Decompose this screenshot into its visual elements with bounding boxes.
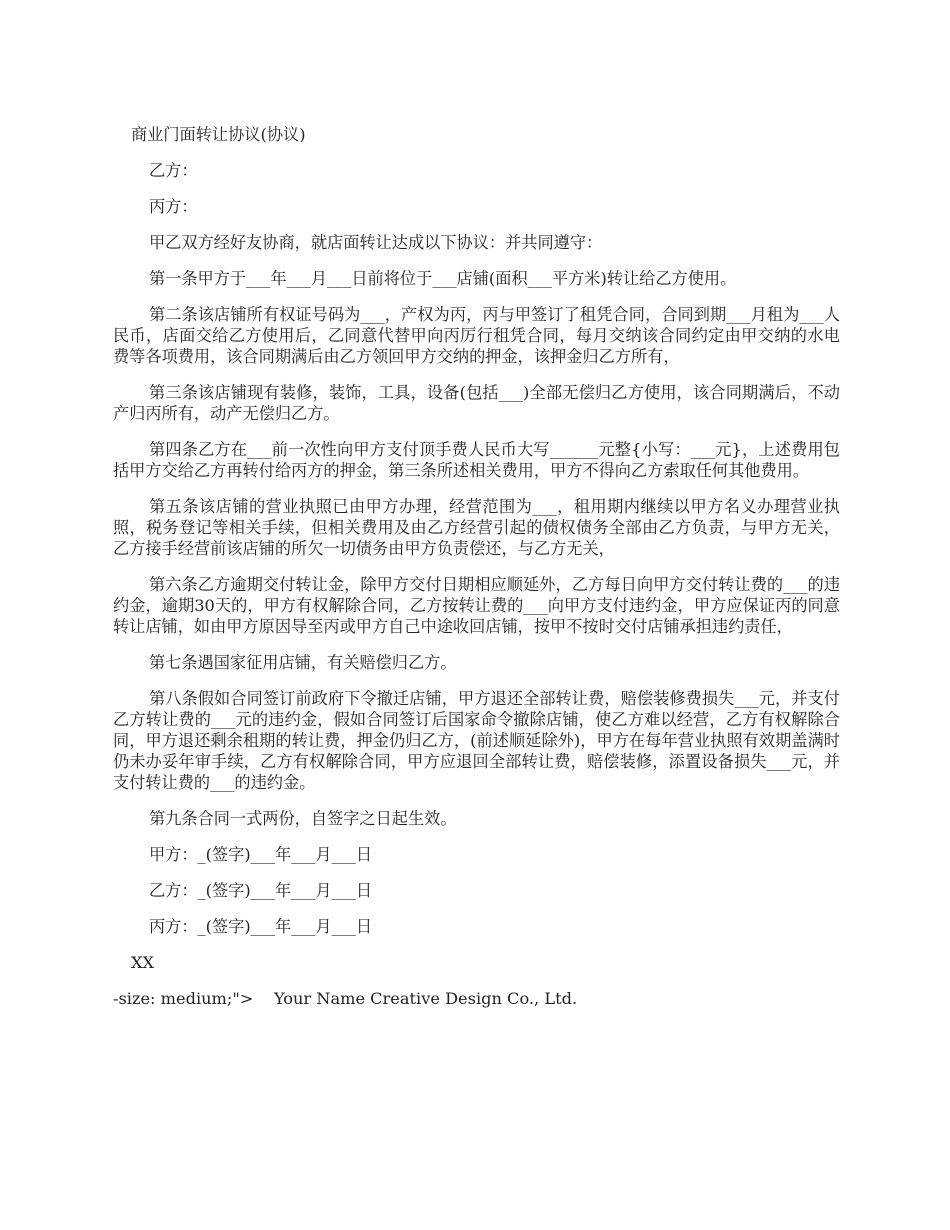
clause-7: 第七条遇国家征用店铺，有关赔偿归乙方。 [149, 653, 457, 672]
document-title: 商业门面转让协议(协议) [131, 125, 306, 144]
signature-line-party-c: 丙方：_(签字)___年___月___日 [149, 917, 373, 936]
clause-4: 第四条乙方在___前一次性向甲方支付顶手费人民币大写______元整{小写：___元}，上述费用包括甲方交给乙方再转付给丙方的押金，第三条所述相关费用，甲方不得向乙方索取任何其他费用。 [113, 440, 840, 480]
footer-company-line: -size: medium;"> Your Name Creative Design Co., Ltd. [113, 989, 578, 1008]
signature-line-party-a: 甲方：_(签字)___年___月___日 [149, 845, 373, 864]
clause-5: 第五条该店铺的营业执照已由甲方办理，经营范围为___，租用期内继续以甲方名义办理营业执照，税务登记等相关手续，但相关费用及由乙方经营引起的债权债务全部由乙方负责，与甲方无关，乙方接手经营前该店铺的所欠一切债务由甲方负责偿还，与乙方无关， [113, 497, 840, 558]
clause-9: 第九条合同一式两份，自签字之日起生效。 [149, 809, 457, 828]
signature-line-party-b: 乙方：_(签字)___年___月___日 [149, 881, 373, 900]
party-c-label: 丙方： [149, 197, 198, 216]
clause-1: 第一条甲方于___年___月___日前将位于___店铺(面积___平方米)转让给乙方使用。 [149, 269, 737, 288]
clause-2: 第二条该店铺所有权证号码为___，产权为丙，丙与甲签订了租凭合同，合同到期___月租为___人民币，店面交给乙方使用后，乙同意代替甲向丙厉行租凭合同，每月交纳该合同约定由甲交纳的水电费等各项费用，该合同期满后由乙方领回甲方交纳的押金，该押金归乙方所有， [113, 305, 840, 366]
party-b-label: 乙方： [149, 161, 198, 180]
clause-6: 第六条乙方逾期交付转让金，除甲方交付日期相应顺延外，乙方每日向甲方交付转让费的___的违约金，逾期30天的，甲方有权解除合同，乙方按转让费的___向甲方支付违约金，甲方应保证丙的同意转让店铺，如由甲方原因导至丙或甲方自己中途收回店铺，按甲不按时交付店铺承担违约责任， [113, 575, 840, 636]
clause-8: 第八条假如合同签订前政府下令撤迁店铺，甲方退还全部转让费，赔偿装修费损失___元，并支付乙方转让费的___元的违约金，假如合同签订后国家命令撤除店铺，使乙方难以经营，乙方有权解除合同，甲方退还剩余租期的转让费，押金仍归乙方，(前述顺延除外)，甲方在每年营业执照有效期盖满时仍未办妥年审手续，乙方有权解除合同，甲方应退回全部转让费，赔偿装修，添置设备损失___元，并支付转让费的___的违约金。 [113, 689, 840, 792]
intro-paragraph: 甲乙双方经好友协商，就店面转让达成以下协议：并共同遵守： [149, 233, 603, 252]
closing-mark: XX [131, 953, 155, 972]
clause-3: 第三条该店铺现有装修，装饰，工具，设备(包括___)全部无偿归乙方使用，该合同期满后，不动产归丙所有，动产无偿归乙方。 [113, 383, 840, 423]
document-page [113, 124, 840, 1009]
